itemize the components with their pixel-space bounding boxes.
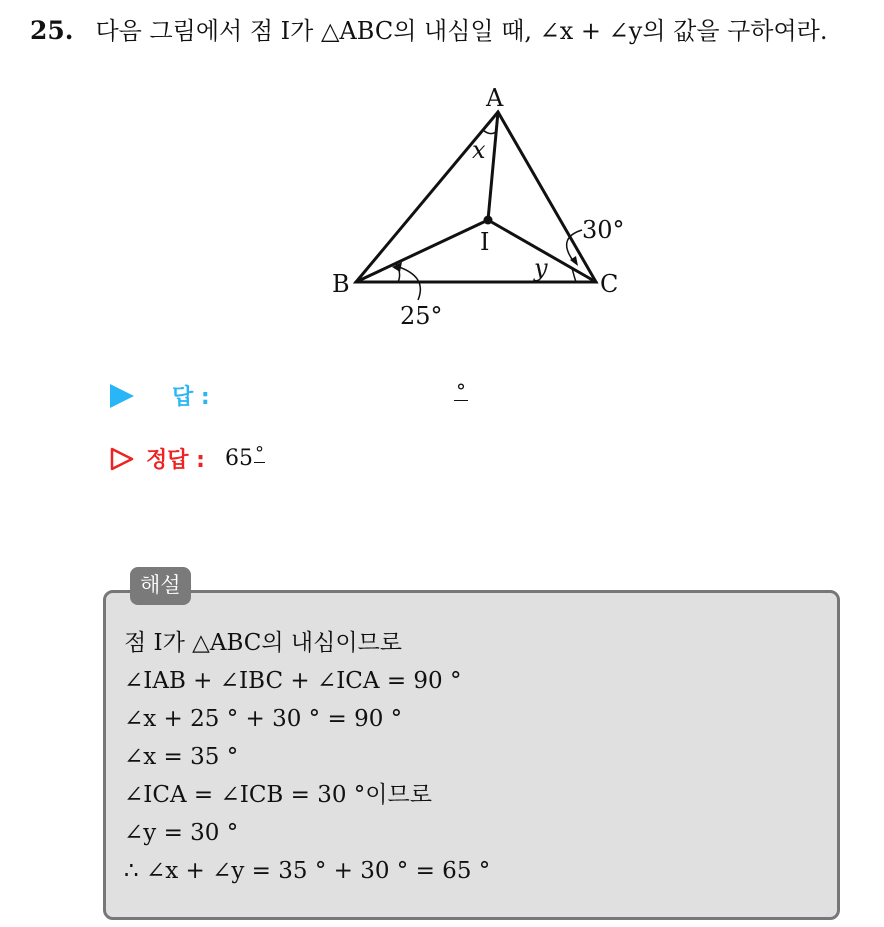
segment-bi <box>356 220 488 282</box>
correct-answer-value: 65 <box>224 446 253 471</box>
problem-text: 다음 그림에서 점 I가 △ABC의 내심일 때, ∠x + ∠y의 값을 구하여라. <box>95 17 828 45</box>
triangle-figure <box>320 80 640 340</box>
label-a: A <box>486 84 504 112</box>
solution-line: ∠y = 30 ° <box>124 820 239 846</box>
label-30: 30° <box>582 216 625 244</box>
user-answer-blank[interactable]: ° <box>456 379 466 403</box>
user-answer-row <box>110 380 230 411</box>
solution-line: ∠IAB + ∠IBC + ∠ICA = 90 ° <box>124 668 462 694</box>
label-i: I <box>480 228 490 256</box>
solution-line: ∠ICA = ∠ICB = 30 °이므로 <box>124 782 432 808</box>
label-c: C <box>600 270 619 298</box>
label-25: 25° <box>400 302 443 330</box>
solution-tag: 해설 <box>130 567 191 605</box>
label-y: y <box>534 254 548 282</box>
solution-line: 점 I가 △ABC의 내심이므로 <box>124 630 402 656</box>
problem-statement <box>30 14 870 48</box>
correct-answer-unit: ° <box>254 443 264 464</box>
arc-angle-x <box>483 130 496 134</box>
solution-line: ∠x = 35 ° <box>124 744 239 770</box>
problem-number: 25. <box>30 16 74 45</box>
label-x: x <box>472 136 486 164</box>
play-outline-icon <box>110 447 134 471</box>
user-answer-label: 답 : <box>172 385 210 410</box>
correct-answer-label: 정답 : <box>146 448 205 473</box>
incenter-point <box>484 216 493 225</box>
solution-line: ∠x + 25 ° + 30 ° = 90 ° <box>124 706 403 732</box>
solution-lines <box>124 624 490 890</box>
play-filled-icon <box>110 384 134 408</box>
segment-ai <box>488 112 498 220</box>
solution-line: ∴ ∠x + ∠y = 35 ° + 30 ° = 65 ° <box>124 858 491 884</box>
label-b: B <box>332 270 350 298</box>
correct-answer-row <box>110 443 265 474</box>
